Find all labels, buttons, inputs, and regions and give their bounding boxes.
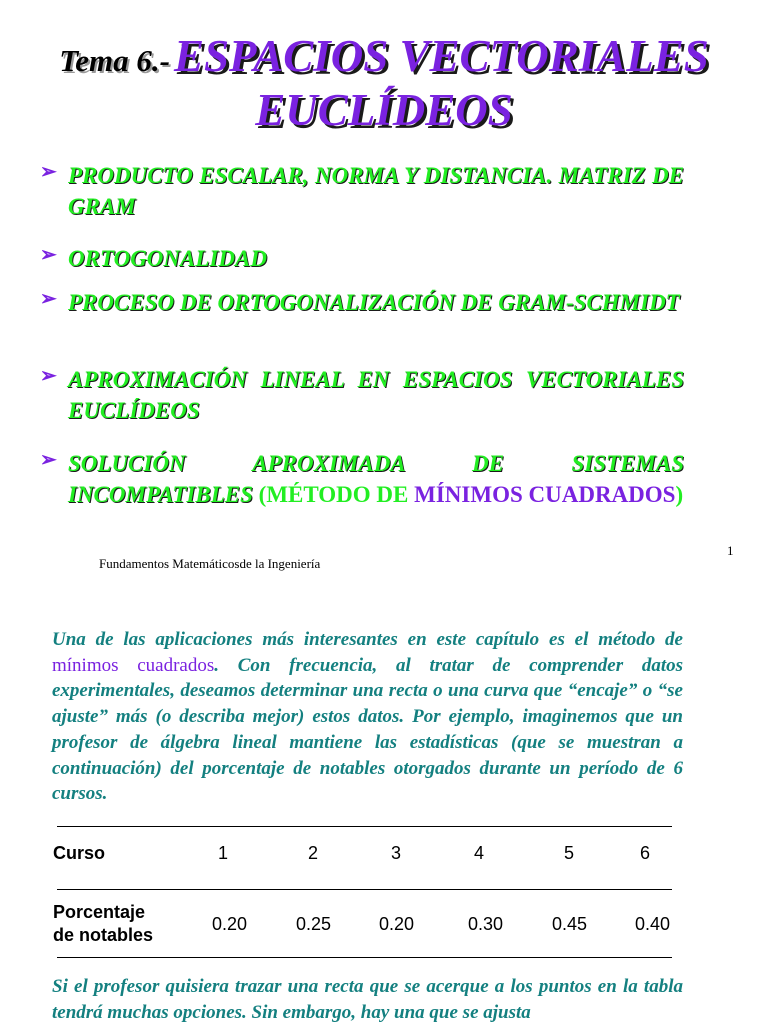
table-row-label-curso: Curso <box>53 843 106 863</box>
bullet-main-text: SOLUCIÓN APROXIMADA DE SISTEMAS INCOMPATIBLES <box>68 451 684 507</box>
bullet-item <box>40 287 684 318</box>
table-middle-rule <box>57 889 672 890</box>
table-cell-curso: 5 <box>564 843 575 863</box>
table-cell-curso: 2 <box>308 843 319 863</box>
intro-part1: Una de las aplicaciones más interesantes en este capítulo es el método de <box>52 629 683 650</box>
table-row-label-porcentaje <box>53 901 153 947</box>
table-cell-porcentaje: 0.45 <box>552 914 588 934</box>
table-cell-porcentaje: 0.40 <box>635 914 671 934</box>
bullet-item <box>40 448 684 510</box>
arrow-bullet-icon: ➢ <box>40 365 57 387</box>
bullet-extra-open: (MÉTODO DE <box>258 482 415 507</box>
table-cell-porcentaje: 0.20 <box>212 914 248 934</box>
bullet-item <box>40 364 684 426</box>
bullet-text <box>68 448 684 510</box>
table-cell-curso: 3 <box>391 843 402 863</box>
title-line-1 <box>0 30 768 86</box>
title-line-2 <box>0 84 768 140</box>
table-cell-curso: 4 <box>474 843 485 863</box>
intro-part2: . Con frecuencia, al tratar de comprender datos experimentales, deseamos determinar una recta o una curva que “encaje” o “se ajuste” más (o describa mejor) estos datos. Por ejemplo, imaginemos que un profesor de álgebra lineal mantiene las estadísticas (que se muestran a continuación) del porcentaje de notables otorgados durante un período de 6 cursos. <box>52 654 683 805</box>
arrow-bullet-icon: ➢ <box>40 244 57 266</box>
bullet-item <box>40 160 684 222</box>
bullet-item <box>40 243 684 274</box>
bullet-extra-highlight: MÍNIMOS CUADRADOS <box>414 482 676 507</box>
row-label-line1: Porcentaje <box>53 902 146 922</box>
continuation-paragraph: Si el profesor quisiera trazar una recta que se acerque a los puntos en la tabla tendrá muchas opciones. Sin embargo, hay una que se ajusta <box>52 976 683 1023</box>
intro-paragraph <box>52 627 683 807</box>
bullet-extra-close: ) <box>675 482 684 507</box>
title-main-line1: ESPACIOS VECTORIALES <box>174 31 709 81</box>
title-main-line2: EUCLÍDEOS <box>255 85 513 135</box>
row-label-line2: de notables <box>53 925 154 945</box>
title-prefix: Tema 6.- <box>59 43 170 78</box>
table-cell-porcentaje: 0.25 <box>296 914 332 934</box>
arrow-bullet-icon: ➢ <box>40 161 57 183</box>
table-cell-curso: 6 <box>640 843 651 863</box>
arrow-bullet-icon: ➢ <box>40 288 57 310</box>
bullet-text: ORTOGONALIDAD <box>68 246 267 271</box>
table-cell-porcentaje: 0.20 <box>379 914 415 934</box>
table-top-rule <box>57 826 672 827</box>
bullet-text: APROXIMACIÓN LINEAL EN ESPACIOS VECTORIALES EUCLÍDEOS <box>68 367 684 423</box>
page-number: 1 <box>727 543 734 558</box>
table-cell-curso: 1 <box>218 843 229 863</box>
arrow-bullet-icon: ➢ <box>40 449 57 471</box>
footer-text: Fundamentos Matemáticosde la Ingeniería <box>99 556 321 571</box>
table-bottom-rule <box>57 957 672 958</box>
intro-highlight: mínimos cuadrados <box>52 654 215 676</box>
table-cell-porcentaje: 0.30 <box>468 914 504 934</box>
bullet-text: PROCESO DE ORTOGONALIZACIÓN DE GRAM-SCHMIDT <box>68 290 680 315</box>
bullet-text: PRODUCTO ESCALAR, NORMA Y DISTANCIA. MATRIZ DE GRAM <box>68 163 684 219</box>
